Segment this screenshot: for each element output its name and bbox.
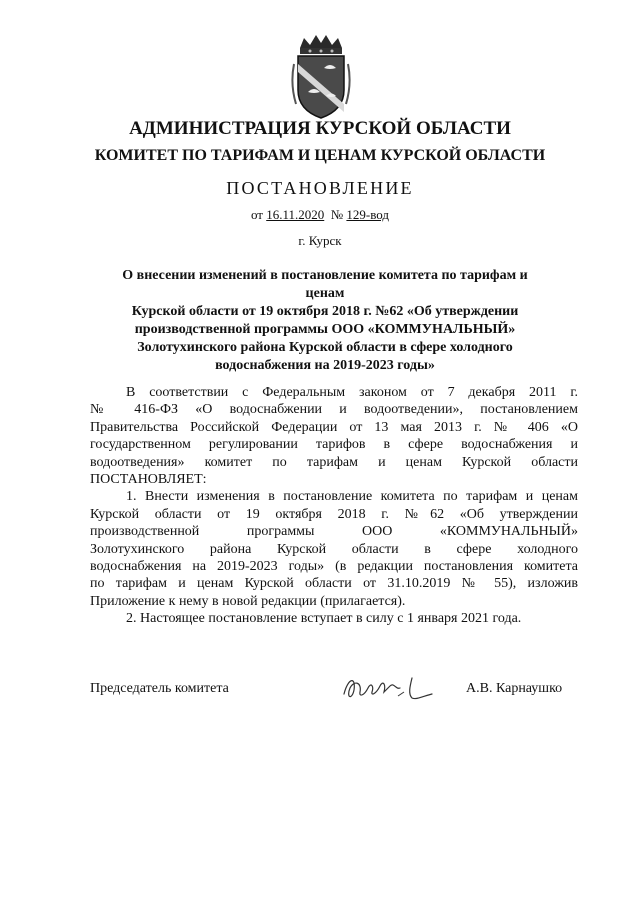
intro-line: государственном регулировании тарифов в сфере водоснабжения и	[90, 437, 578, 453]
item2-paragraph: 2. Настоящее постановление вступает в силу с 1 января 2021 года.	[126, 611, 522, 627]
intro-line: водоотведения» комитет по тарифам и ценам Курской области	[90, 454, 578, 470]
item1-line: Золотухинского района Курской области в сфере холодного	[90, 541, 578, 557]
title-line: водоснабжения на 2019-2023 годы»	[215, 358, 435, 373]
title-line: Курской области от 19 октября 2018 г. №62 «Об утверждении	[131, 304, 519, 319]
item1-line: производственной программы ООО «КОММУНАЛЬНЫЙ»	[90, 524, 578, 540]
item1-line: Курской области от 19 октября 2018 г. №62 «Об утверждении	[90, 506, 578, 522]
intro-line: ПОСТАНОВЛЯЕТ:	[90, 472, 207, 488]
document-title	[105, 267, 545, 375]
kursk-coat-of-arms-icon	[290, 34, 352, 120]
intro-line: В соответствии с Федеральным законом от 7 декабря 2011 г.	[126, 385, 578, 400]
document-body	[90, 384, 578, 628]
title-line: Золотухинского района Курской области в сфере холодного	[137, 340, 513, 355]
title-line: О внесении изменений в постановление комитета по тарифам и ценам	[122, 268, 528, 301]
number-prefix: №	[330, 207, 344, 222]
date-number-line	[0, 207, 640, 223]
signatory-position: Председатель комитета	[90, 681, 229, 696]
date-prefix: от	[250, 207, 263, 222]
committee-heading: КОМИТЕТ ПО ТАРИФАМ И ЦЕНАМ КУРСКОЙ ОБЛАСТИ	[94, 147, 546, 164]
item1-line: 1. Внести изменения в постановление комитета по тарифам и ценам	[126, 489, 578, 505]
document-type: ПОСТАНОВЛЕНИЕ	[226, 178, 414, 198]
item1-line: Приложение к нему в новой редакции (прилагается).	[90, 593, 406, 609]
item1-line: водоснабжения на 2019-2023 годы» (в редакции постановления комитета	[90, 559, 578, 575]
item1-line: по тарифам и ценам Курской области от 31.10.2019 № 55), изложив	[90, 576, 578, 592]
handwritten-signature-icon	[338, 670, 438, 704]
administration-heading: АДМИНИСТРАЦИЯ КУРСКОЙ ОБЛАСТИ	[129, 118, 511, 139]
city: г. Курск	[298, 233, 342, 248]
document-number: 129-вод	[346, 207, 390, 222]
signatory-name: А.В. Карнаушко	[466, 681, 563, 696]
intro-line: № 416-ФЗ «О водоснабжении и водоотведении», постановлением	[90, 402, 578, 418]
intro-line: Правительства Российской Федерации от 13 мая 2013 г. № 406 «О	[90, 419, 578, 435]
document-date: 16.11.2020	[266, 207, 325, 222]
title-line: производственной программы ООО «КОММУНАЛЬНЫЙ»	[134, 322, 516, 337]
